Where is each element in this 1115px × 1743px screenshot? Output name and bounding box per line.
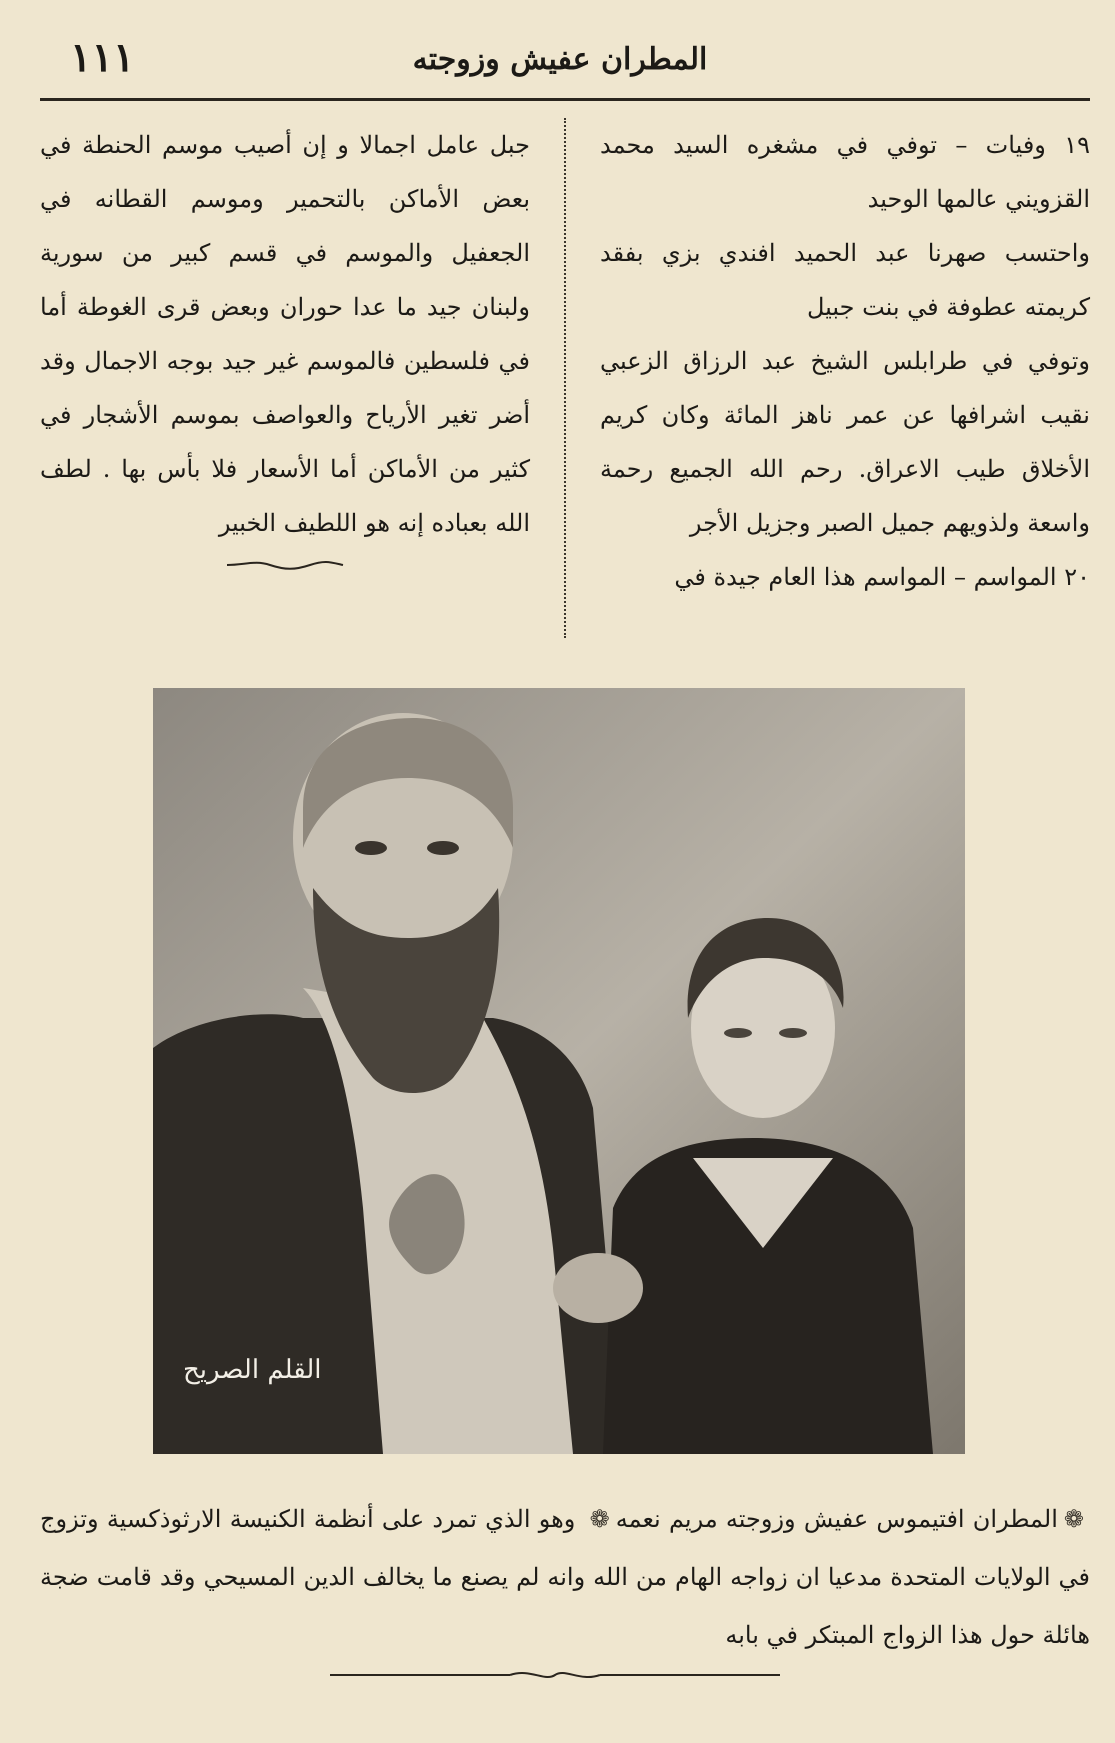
- running-title: المطران عفيش وزوجته: [412, 42, 708, 77]
- column-right: [600, 118, 1090, 604]
- photo-signature: القلم الصريح: [183, 1355, 322, 1385]
- caption-bracket-left: ❁: [589, 1505, 610, 1533]
- column-divider: [564, 118, 566, 638]
- portrait-photo: [153, 688, 965, 1454]
- paragraph-seasons-start: ٢٠ المواسم – المواسم هذا العام جيدة في: [674, 563, 1090, 591]
- photo-caption: [40, 1490, 1090, 1664]
- page-number: ١١١: [70, 34, 135, 81]
- ornament-divider: [225, 558, 345, 572]
- text-columns: [40, 118, 1090, 638]
- page-header: [40, 28, 1080, 98]
- header-rule: [40, 98, 1090, 101]
- caption-bracket-right: ❁: [1063, 1505, 1084, 1533]
- paragraph-condolence: واحتسب صهرنا عبد الحميد افندي بزي بفقد كريمته عطوفة في بنت جبيل: [600, 239, 1090, 321]
- portrait-illustration: [153, 688, 965, 1454]
- paragraph-seasons-continued: جبل عامل اجمالا و إن أصيب موسم الحنطة في بعض الأماكن بالتحمير وموسم القطانه في الجعفيل والموسم في قسم كبير من سورية ولبنان جيد ما عدا حوران وبعض قرى الغوطة أما في فلسطين فالموسم غير جيد بوجه الاجمال وقد أضر تغير الأرياح والعواصف بموسم الأشجار في كثير من الأماكن أما الأسعار فلا بأس بها . لطف الله بعباده إنه هو اللطيف الخبير: [40, 131, 531, 537]
- paragraph-tripoli: وتوفي في طرابلس الشيخ عبد الرزاق الزعبي نقيب اشرافها عن عمر ناهز المائة وكان كريم الأخلاق طيب الاعراق. رحم الله الجميع رحمة واسعة ولذويهم جميل الصبر وجزيل الأجر: [600, 347, 1090, 537]
- paragraph-deaths: ١٩ وفيات – توفي في مشغره السيد محمد القزويني عالمها الوحيد: [600, 131, 1090, 213]
- column-left: [40, 118, 530, 572]
- caption-lead: المطران افتيموس عفيش وزوجته مريم نعمه: [615, 1505, 1058, 1533]
- bottom-ornament-rule: [330, 1668, 780, 1682]
- caption-text: [40, 1490, 1090, 1664]
- caption-body: وهو الذي تمرد على أنظمة الكنيسة الارثوذكسية وتزوج في الولايات المتحدة مدعيا ان زواجه الهام من الله وانه لم يصنع ما يخالف الدين المسيحي وقد قامت ضجة هائلة حول هذا الزواج المبتكر في بابه: [40, 1505, 1090, 1649]
